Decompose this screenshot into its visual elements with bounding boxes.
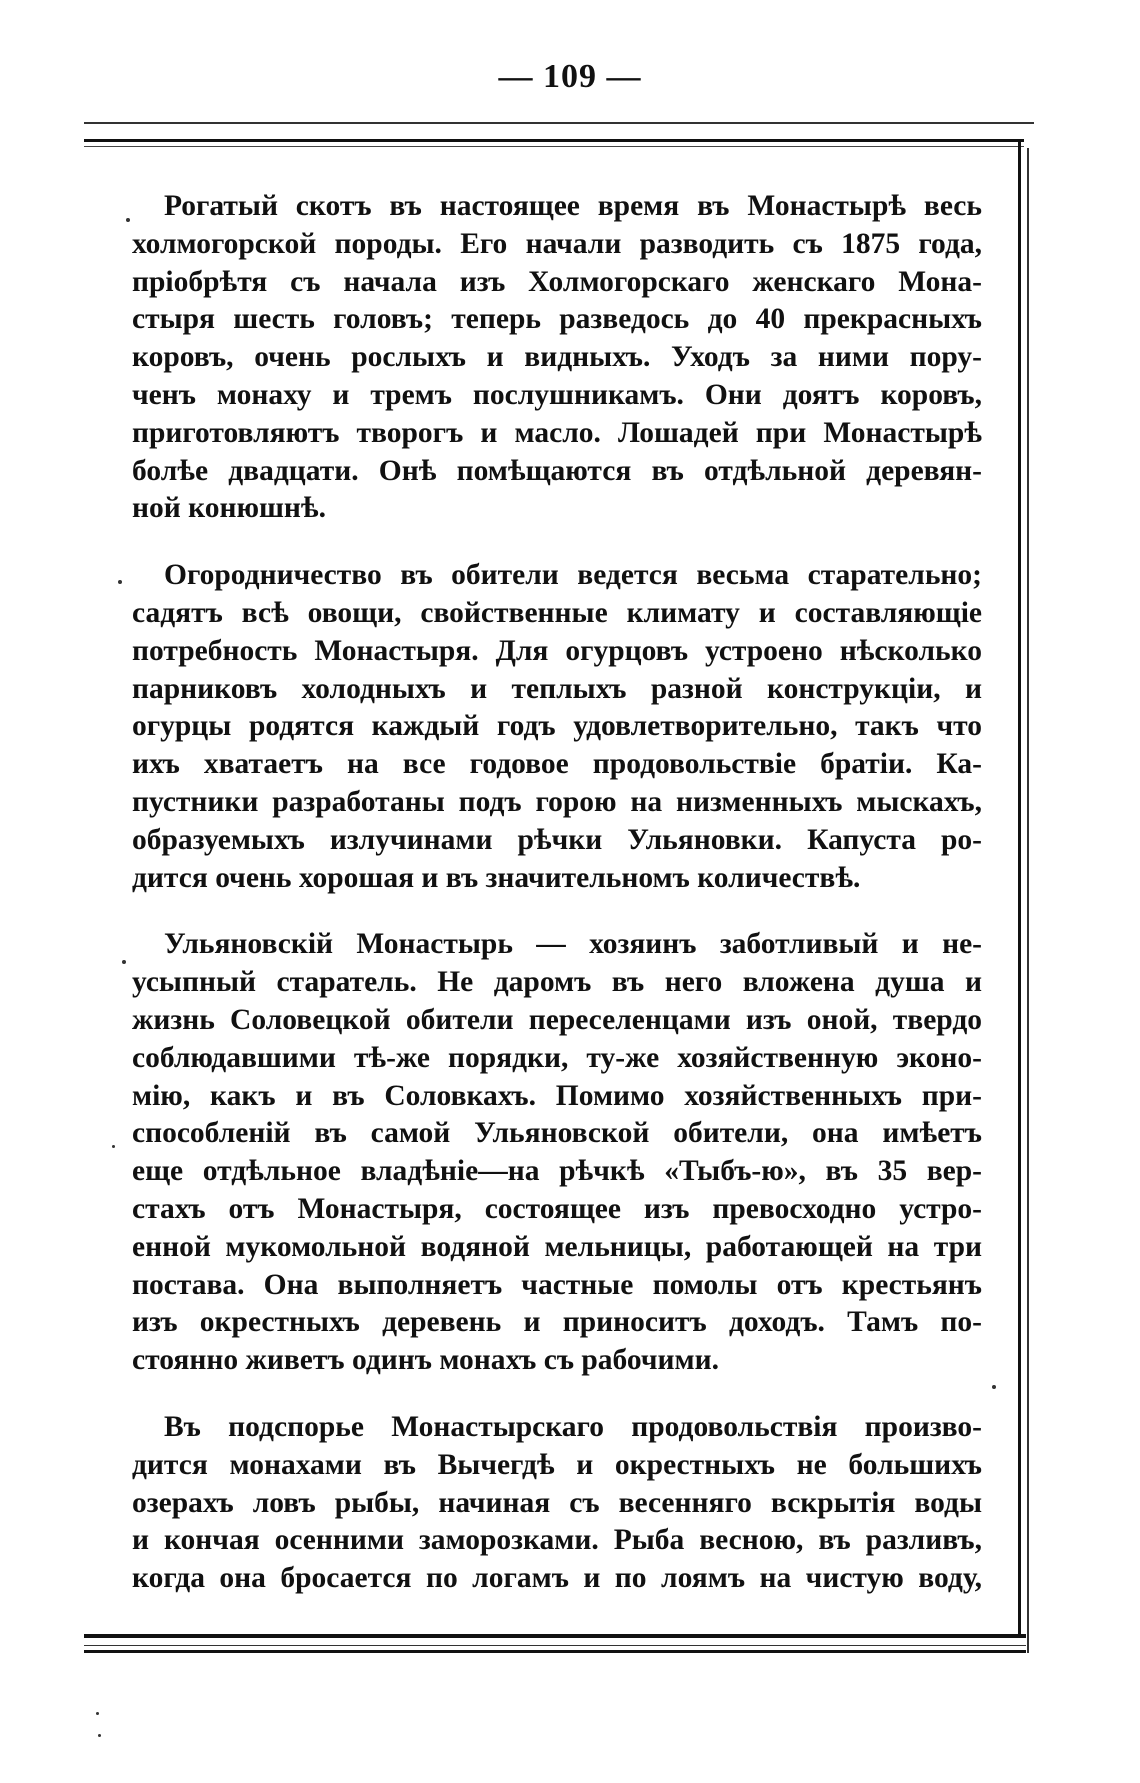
text-line: способленій въ самой Ульяновской обители, она имѣетъ xyxy=(132,1117,982,1150)
text-line: пріобрѣтя съ начала изъ Холмогорскаго женскаго Мона- xyxy=(132,265,982,298)
right-border-inner xyxy=(1018,140,1021,1637)
ink-speck xyxy=(126,218,130,222)
text-line: потребность Монастыря. Для огурцовъ устроено нѣсколько xyxy=(132,634,982,667)
text-line: парниковъ холодныхъ и теплыхъ разной конструкціи, и xyxy=(132,672,982,705)
ink-speck xyxy=(98,1734,101,1737)
text-line: енной мукомольной водяной мельницы, работающей на три xyxy=(132,1230,982,1263)
text-line: огурцы родятся каждый годъ удовлетворительно, такъ что xyxy=(132,710,982,743)
text-line: образуемыхъ излучинами рѣчки Ульяновки. Капуста ро- xyxy=(132,823,982,856)
text-line: Рогатый скотъ въ настоящее время въ Монастырѣ весь xyxy=(164,190,982,222)
text-line: Огородничество въ обители ведется весьма старательно; xyxy=(164,559,982,592)
text-line: стахъ отъ Монастыря, состоящее изъ превосходно устро- xyxy=(132,1192,982,1225)
right-border-outer xyxy=(1027,148,1029,1653)
top-rule-hairline xyxy=(84,146,1024,147)
ink-speck xyxy=(96,1712,99,1715)
text-line: садятъ всѣ овощи, свойственные климату и составляющіе xyxy=(132,596,982,629)
text-line: озерахъ ловъ рыбы, начиная съ весенняго вскрытія воды xyxy=(132,1486,982,1519)
paragraph-gardening xyxy=(132,557,982,897)
bottom-rule-thick-2 xyxy=(84,1650,1026,1653)
bottom-rule-hairline xyxy=(84,1645,1026,1646)
text-line: жизнь Соловецкой обители переселенцами изъ оной, твердо xyxy=(132,1003,982,1036)
text-line: ихъ хватаетъ на все годовое продовольствіе братіи. Ка- xyxy=(132,748,982,781)
text-line: усыпный старатель. Не даромъ въ него вложена душа и xyxy=(132,966,982,999)
text-line: Ульяновскій Монастырь — хозяинъ заботливый и не- xyxy=(164,928,982,961)
ink-speck xyxy=(992,1385,996,1389)
text-line: ченъ монаху и тремъ послушникамъ. Они доятъ коровъ, xyxy=(132,378,982,411)
ink-speck xyxy=(112,1145,115,1148)
text-line: Въ подспорье Монастырскаго продовольствія произво- xyxy=(164,1410,982,1443)
top-rule-thick xyxy=(84,139,1024,142)
text-line: когда она бросается по логамъ и по лоямъ на чистую воду, xyxy=(132,1562,982,1595)
text-line: мію, какъ и въ Соловкахъ. Помимо хозяйственныхъ при- xyxy=(132,1079,982,1112)
text-line: болѣе двадцати. Онѣ помѣщаются въ отдѣльной деревян- xyxy=(132,454,982,487)
text-line: и кончая осенними заморозками. Рыба весною, въ разливъ, xyxy=(132,1524,982,1557)
text-line: дится монахами въ Вычегдѣ и окрестныхъ не большихъ xyxy=(132,1448,982,1481)
text-line: дится очень хорошая и въ значительномъ количествѣ. xyxy=(132,861,861,894)
bottom-rule-thick xyxy=(84,1634,1026,1638)
text-line: еще отдѣльное владѣніе—на рѣчкѣ «Тыбъ-ю», въ 35 вер- xyxy=(132,1155,982,1188)
text-line: изъ окрестныхъ деревень и приноситъ доходъ. Тамъ по- xyxy=(132,1306,982,1339)
paragraph-cattle xyxy=(132,188,982,528)
text-line: стоянно живетъ одинъ монахъ съ рабочими. xyxy=(132,1344,720,1377)
text-line: пустники разработаны подъ горою на низменныхъ мыскахъ, xyxy=(132,785,982,818)
text-line: соблюдавшими тѣ-же порядки, ту-же хозяйственную эконо- xyxy=(132,1041,982,1074)
text-line: ной конюшнѣ. xyxy=(132,492,326,525)
body-text xyxy=(132,188,982,1627)
text-line: постава. Она выполняетъ частные помолы отъ крестьянъ xyxy=(132,1268,982,1301)
paragraph-fishing xyxy=(132,1409,982,1598)
page-number: — 109 — xyxy=(498,58,642,95)
text-line: стыря шесть головъ; теперь разведось до 40 прекрасныхъ xyxy=(132,303,982,336)
text-line: коровъ, очень рослыхъ и видныхъ. Уходъ за ними пору- xyxy=(132,341,982,374)
paragraph-monastery xyxy=(132,926,982,1380)
ink-speck xyxy=(122,960,126,964)
ink-speck xyxy=(118,580,122,584)
text-line: холмогорской породы. Его начали разводить съ 1875 года, xyxy=(132,227,982,260)
text-line: приготовляютъ творогъ и масло. Лошадей при Монастырѣ xyxy=(132,416,982,449)
top-rule-thin xyxy=(84,122,1034,124)
